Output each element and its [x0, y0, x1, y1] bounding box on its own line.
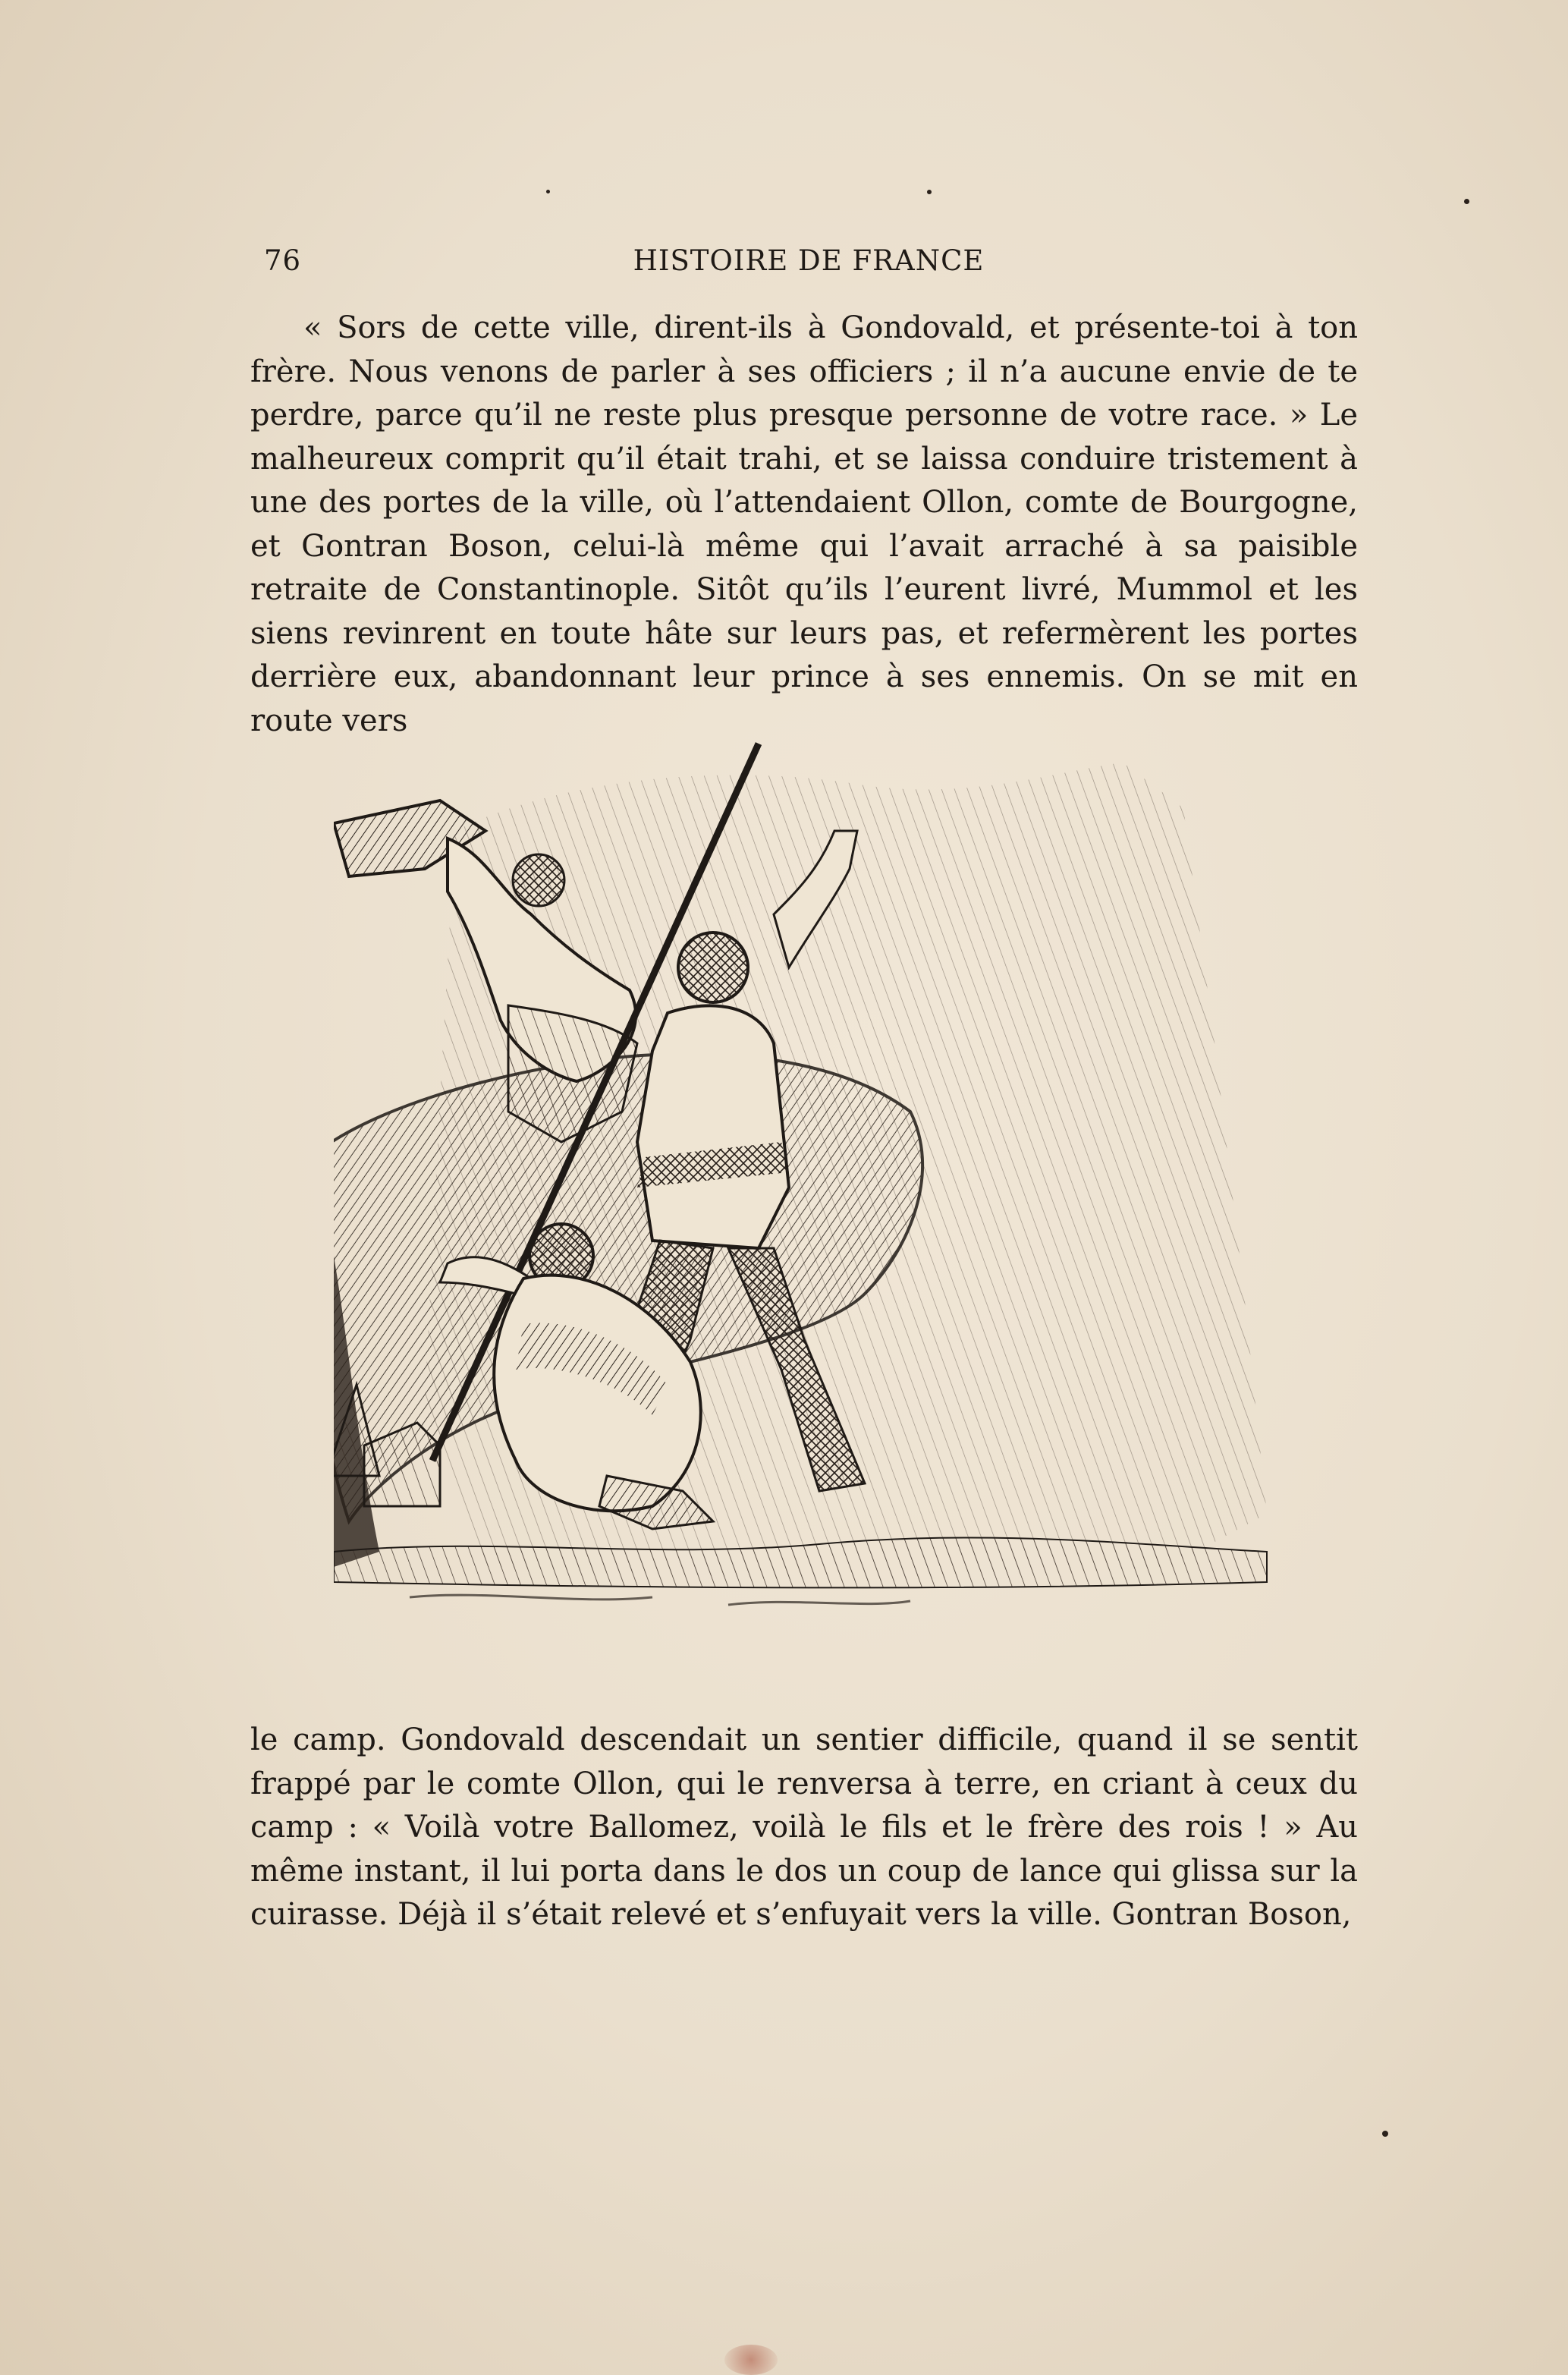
page-header [264, 244, 1353, 282]
body-text-top [250, 307, 1358, 743]
ink-speck [1382, 2131, 1388, 2137]
running-title: HISTOIRE DE FRANCE [633, 244, 985, 277]
ink-speck [546, 190, 550, 193]
paragraph-before-illustration: « Sors de cette ville, dirent-ils à Gondovald, et présente-toi à ton frère. Nous venons de parler à ses officiers ; il n’a aucune envie de te perdre, parce qu’il ne reste plus presque personne de votre race. » Le malheureux comprit qu’il était trahi, et se laissa conduire tristement à une des portes de la ville, où l’attendaient Ollon, comte de Bourgogne, et Gontran Boson, celui-là même qui l’avait arraché à sa paisible retraite de Constantinople. Sitôt qu’ils l’eurent livré, Mummol et les siens revinrent en toute hâte sur leurs pas, et refermèrent les portes derrière eux, abandonnant leur prince à ses ennemis. On se mit en route vers [250, 310, 1358, 738]
ink-speck [1464, 199, 1469, 204]
body-text-bottom [250, 1719, 1358, 1937]
paper-stain [724, 2345, 778, 2375]
engraving-drawing [334, 717, 1290, 1696]
page-number: 76 [264, 244, 302, 277]
paragraph-after-illustration: le camp. Gondovald descendait un sentier difficile, quand il se sentit frappé par le comte Ollon, qui le renversa à terre, en criant à ceux du camp : « Voilà votre Ballomez, voilà le fils et le frère des rois ! » Au même instant, il lui porta dans le dos un coup de lance qui glissa sur la cuirasse. Déjà il s’était relevé et s’enfuyait vers la ville. Gontran Boson, [250, 1722, 1358, 1932]
ink-speck [927, 190, 932, 194]
engraving-illustration [334, 717, 1290, 1696]
